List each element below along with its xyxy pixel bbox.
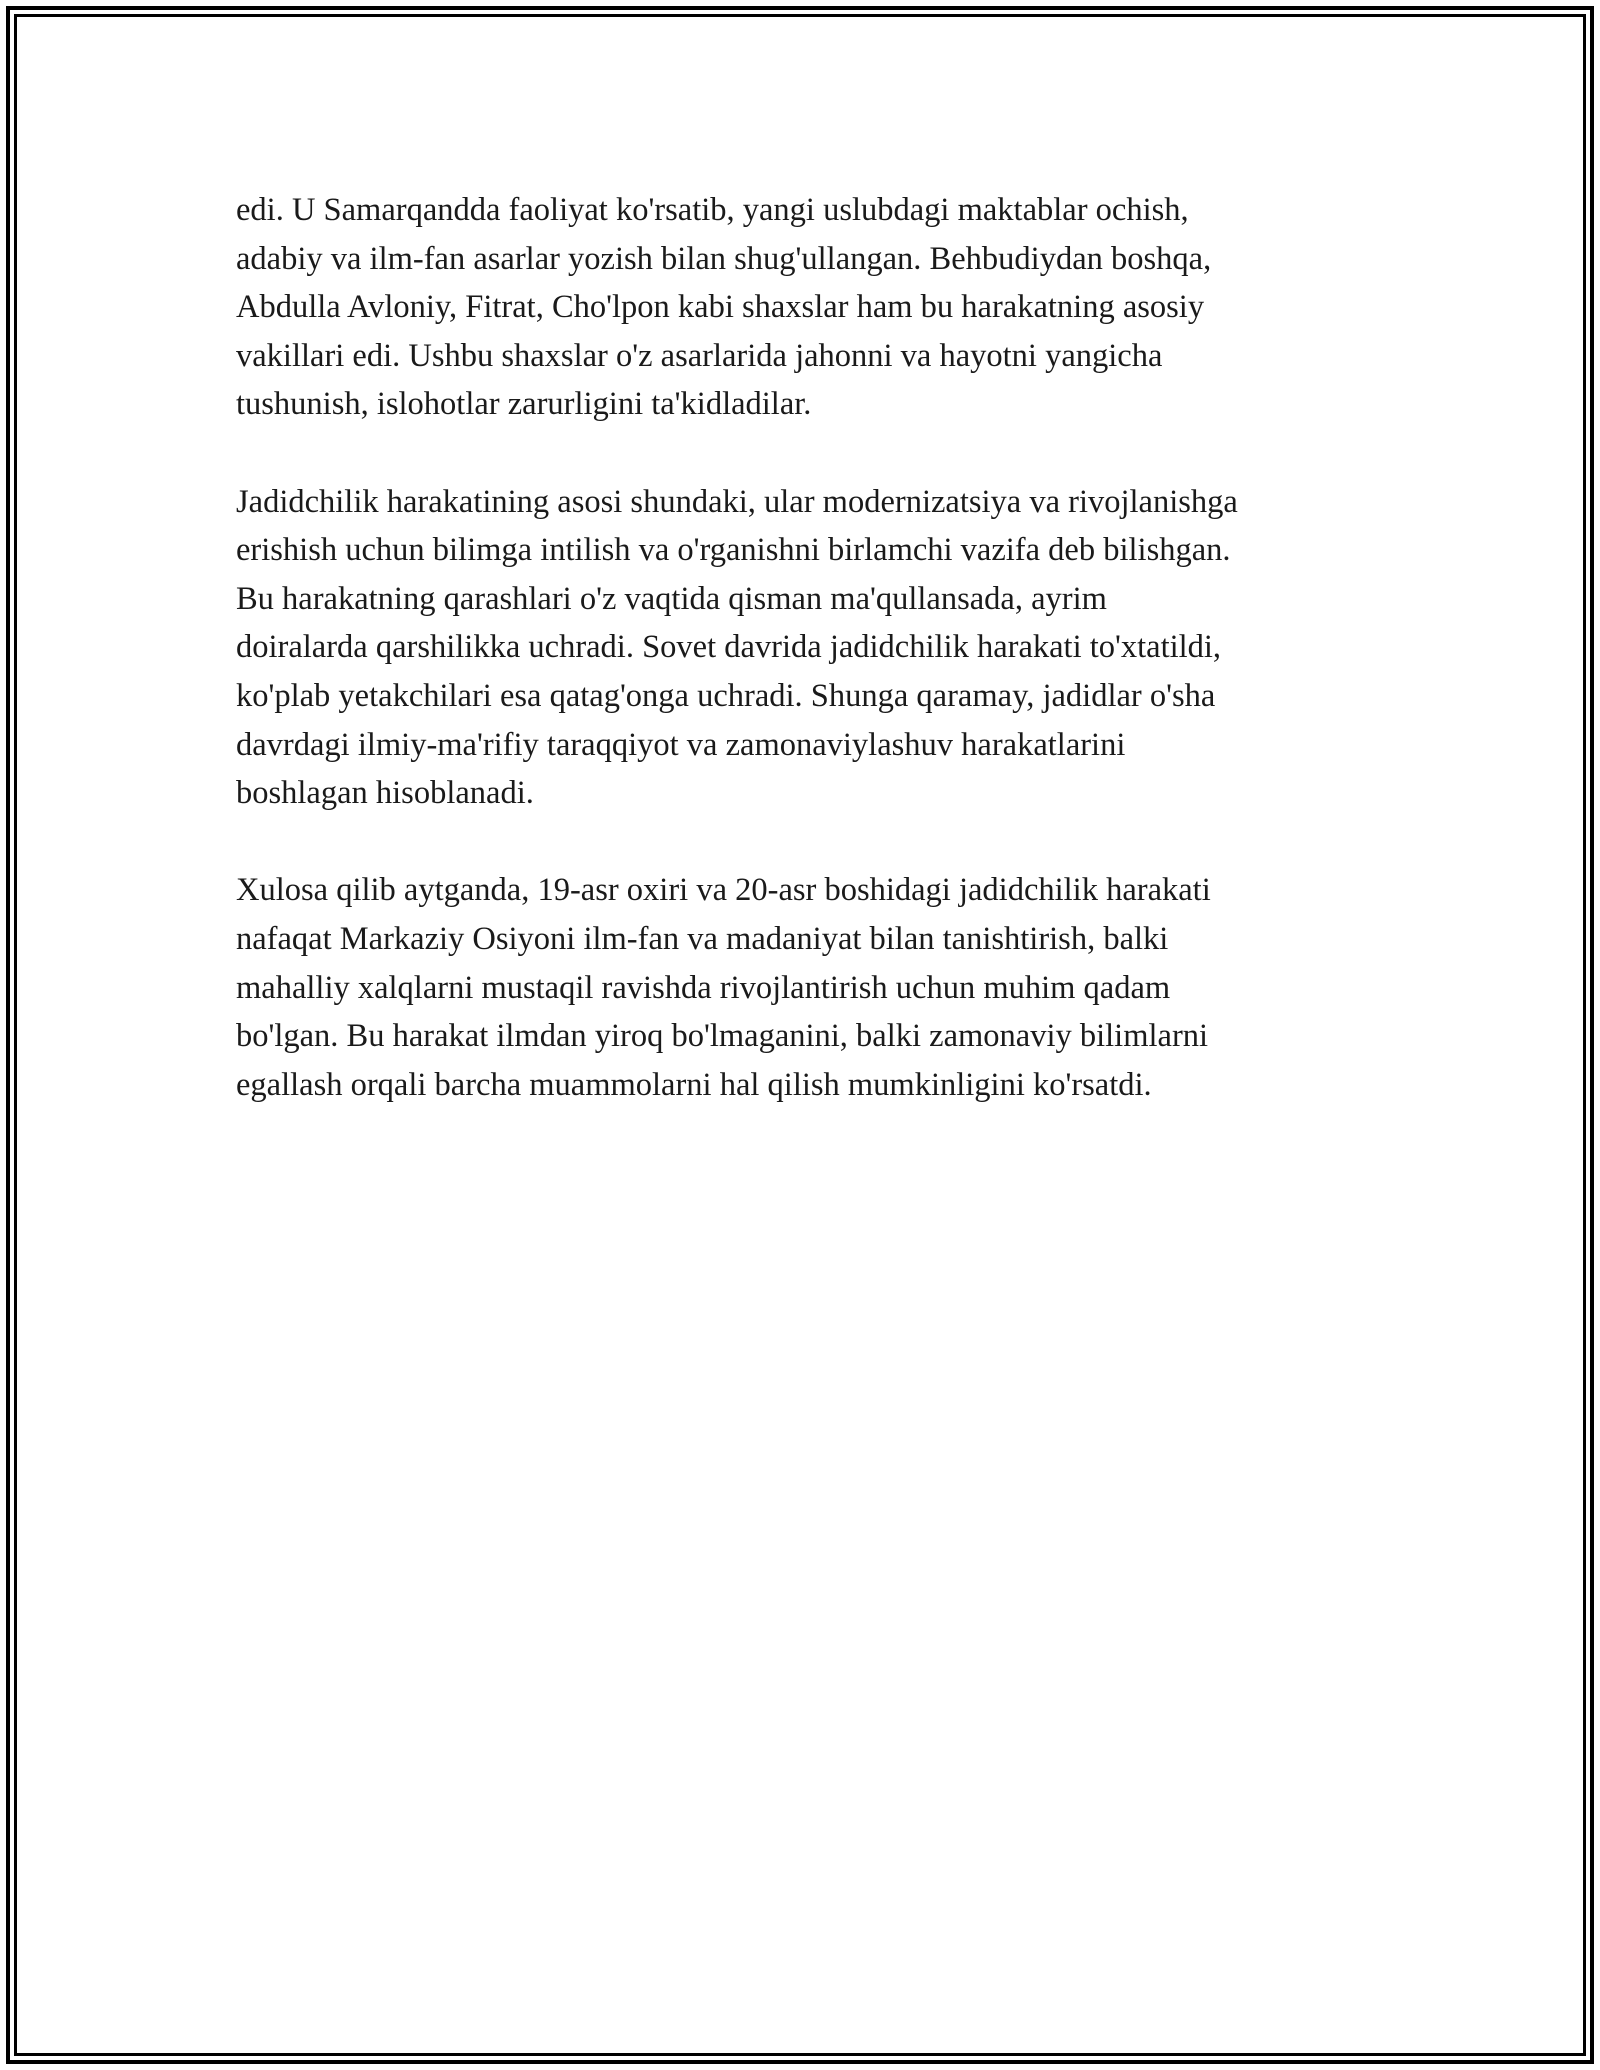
paragraph-2 (236, 478, 1416, 818)
text-line: Xulosa qilib aytganda, 19-asr oxiri va 20-asr boshidagi jadidchilik harakati (236, 872, 1211, 909)
text-line: Jadidchilik harakatining asosi shundaki, ular modernizatsiya va rivojlanishga (236, 483, 1238, 520)
text-line: vakillari edi. Ushbu shaxslar o'z asarlarida jahonni va hayotni yangicha (236, 337, 1163, 374)
text-line: edi. U Samarqandda faoliyat ko'rsatib, yangi uslubdagi maktablar ochish, (236, 192, 1189, 228)
text-line: doiralarda qarshilikka uchradi. Sovet davrida jadidchilik harakati to'xtatildi, (236, 629, 1222, 666)
text-line: tushunish, islohotlar zarurligini ta'kidladilar. (236, 386, 812, 423)
text-line: adabiy va ilm-fan asarlar yozish bilan shug'ullangan. Behbudiydan boshqa, (236, 240, 1212, 277)
text-line: bo'lgan. Bu harakat ilmdan yiroq bo'lmaganini, balki zamonaviy bilimlarni (236, 1018, 1209, 1055)
text-line: egallash orqali barcha muammolarni hal qilish mumkinligini ko'rsatdi. (236, 1066, 1152, 1103)
text-line: Bu harakatning qarashlari o'z vaqtida qisman ma'qullansada, ayrim (236, 580, 1107, 617)
paragraph-1 (236, 186, 1416, 429)
paragraph-3 (236, 866, 1416, 1109)
text-line: erishish uchun bilimga intilish va o'rganishni birlamchi vazifa deb bilishgan. (236, 532, 1231, 569)
text-line: boshlagan hisoblanadi. (236, 775, 534, 812)
document-body (236, 186, 1416, 1158)
text-line: ko'plab yetakchilari esa qatag'onga uchradi. Shunga qaramay, jadidlar o'sha (236, 677, 1216, 714)
text-line: Abdulla Avloniy, Fitrat, Cho'lpon kabi shaxslar ham bu harakatning asosiy (236, 289, 1205, 326)
text-line: davrdagi ilmiy-ma'rifiy taraqqiyot va zamonaviylashuv harakatlarini (236, 726, 1126, 763)
text-line: mahalliy xalqlarni mustaqil ravishda rivojlantirish uchun muhim qadam (236, 969, 1171, 1006)
text-line: nafaqat Markaziy Osiyoni ilm-fan va madaniyat bilan tanishtirish, balki (236, 920, 1169, 957)
